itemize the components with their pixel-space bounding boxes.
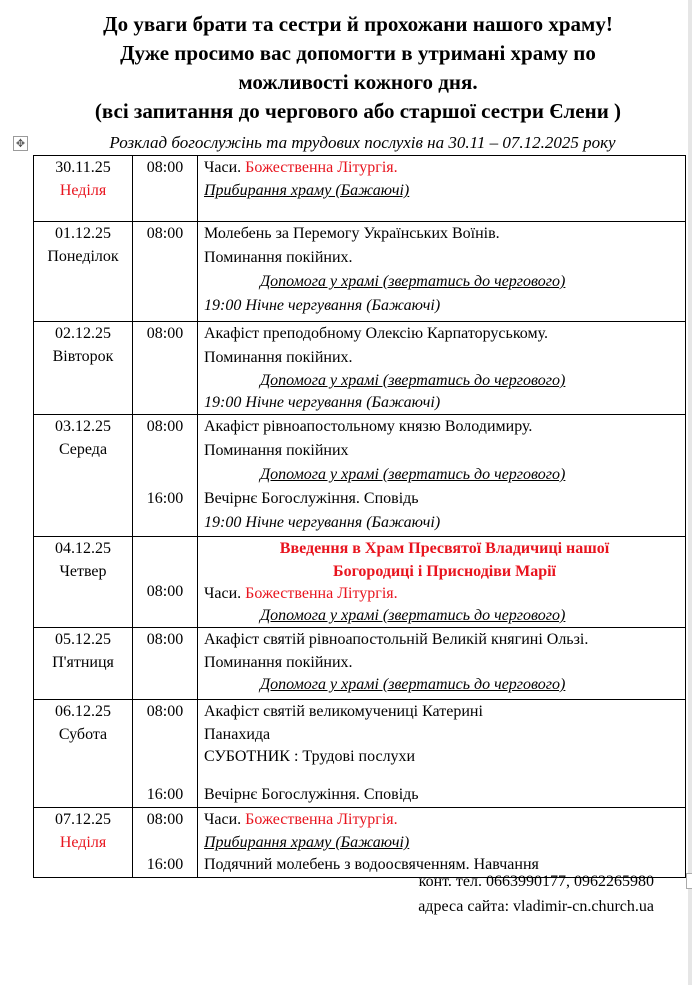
schedule-row <box>34 222 686 322</box>
event-line: Прибирання храму (Бажаючі) <box>204 182 410 199</box>
date-cell <box>34 628 133 700</box>
event-line: Подячний молебень з водоосвяченням. Навчання <box>204 856 539 873</box>
time-cell <box>133 222 198 322</box>
event-line: Акафіст преподобному Олексію Карпаторуському. <box>204 325 548 342</box>
time-cell <box>133 537 198 628</box>
date-cell <box>34 700 133 808</box>
schedule-row <box>34 700 686 808</box>
date-cell <box>34 415 133 537</box>
time-label: 08:00 <box>146 159 184 176</box>
header-line-3: можливості кожного дня. <box>238 70 478 94</box>
contacts-line: конт. тел. 0663990177, 0962265980 <box>418 873 654 890</box>
spacer <box>133 537 197 581</box>
schedule-row <box>34 156 686 222</box>
help-line: Допомога у храмі (звертатись до чергового) <box>260 676 566 693</box>
events-cell <box>198 628 686 700</box>
date-label: 06.12.25 <box>55 703 111 720</box>
help-line: Допомога у храмі (звертатись до чергового) <box>260 273 566 290</box>
event-line: Панахида <box>204 726 271 743</box>
event-line: Акафіст святій великомучениці Катерині <box>204 703 483 720</box>
schedule-row <box>34 628 686 700</box>
spacer <box>204 768 685 784</box>
night-watch-line: 19:00 Нічне чергування (Бажаючі) <box>204 297 441 314</box>
events-cell <box>198 537 686 628</box>
event-line: Поминання покійних. <box>204 349 353 366</box>
date-label: 04.12.25 <box>55 540 111 557</box>
paragraph-mark <box>686 873 692 889</box>
event-line <box>204 583 685 605</box>
header-line-1: До уваги брати та сестри й прохожани нашого храму! <box>103 12 613 36</box>
weekday-label: Неділя <box>59 834 107 851</box>
events-cell <box>198 156 686 222</box>
date-cell <box>34 222 133 322</box>
date-cell <box>34 156 133 222</box>
event-line: Поминання покійних. <box>204 249 353 266</box>
page-edge <box>688 0 692 985</box>
table-move-handle-icon[interactable]: ✥ <box>13 136 28 151</box>
weekday-label: Неділя <box>59 182 107 199</box>
time-cell <box>133 628 198 700</box>
time-label: 08:00 <box>146 703 184 720</box>
schedule-title: Розклад богослужінь та трудових послухів на 30.11 – 07.12.2025 року <box>109 133 616 152</box>
spacer <box>133 439 197 487</box>
website-line: адреса сайта: vladimir-cn.church.ua <box>418 898 654 915</box>
weekday-label: П'ятниця <box>52 654 114 671</box>
event-text: Часи. <box>204 159 246 176</box>
help-line: Допомога у храмі (звертатись до чергового) <box>260 466 566 483</box>
liturgy-label: Божественна Літургія. <box>245 811 398 828</box>
time-cell <box>133 322 198 415</box>
date-label: 01.12.25 <box>55 225 111 242</box>
schedule-row <box>34 415 686 537</box>
events-cell <box>198 808 686 878</box>
schedule-table <box>33 155 686 878</box>
liturgy-label: Божественна Літургія. <box>245 585 398 602</box>
schedule-row <box>34 322 686 415</box>
date-cell <box>34 808 133 878</box>
header-line-2: Дуже просимо вас допомогти в утримані храму по <box>120 41 596 65</box>
event-line: Поминання покійних. <box>204 654 353 671</box>
date-label: 02.12.25 <box>55 325 111 342</box>
header-line-4: (всі запитання до чергового або старшої сестри Єлени ) <box>94 99 622 123</box>
event-line: Акафіст святій рівноапостольній Великій княгині Ользі. <box>204 631 589 648</box>
weekday-label: Вівторок <box>52 348 114 365</box>
events-cell <box>198 222 686 322</box>
night-watch-line: 19:00 Нічне чергування (Бажаючі) <box>204 394 441 411</box>
feast-title-line: Введення в Храм Пресвятої Владичиці нашої <box>279 540 610 557</box>
event-line: Акафіст рівноапостольному князю Володимиру. <box>204 418 533 435</box>
time-cell <box>133 808 198 878</box>
time-label: 08:00 <box>146 418 184 435</box>
event-line: Поминання покійних <box>204 442 349 459</box>
time-label: 08:00 <box>146 811 184 828</box>
schedule-row <box>34 808 686 878</box>
help-line: Допомога у храмі (звертатись до чергового) <box>260 607 566 624</box>
date-label: 03.12.25 <box>55 418 111 435</box>
date-cell <box>34 537 133 628</box>
date-label: 30.11.25 <box>55 159 111 176</box>
event-line: Вечірнє Богослужіння. Сповідь <box>204 786 419 803</box>
feast-title-line: Богородиці і Приснодіви Марії <box>332 563 556 580</box>
event-line: Прибирання храму (Бажаючі) <box>204 834 410 851</box>
event-line: Молебень за Перемогу Українських Воїнів. <box>204 225 500 242</box>
date-label: 07.12.25 <box>55 811 111 828</box>
weekday-label: Середа <box>58 441 108 458</box>
events-cell <box>198 322 686 415</box>
event-line <box>204 808 685 832</box>
time-label: 08:00 <box>146 325 184 342</box>
spacer <box>133 832 197 854</box>
time-label: 08:00 <box>146 631 184 648</box>
events-cell <box>198 415 686 537</box>
help-line: Допомога у храмі (звертатись до чергового) <box>260 372 566 389</box>
event-line: Вечірнє Богослужіння. Сповідь <box>204 490 419 507</box>
time-label: 08:00 <box>146 225 184 242</box>
announcement-header <box>0 10 692 126</box>
date-cell <box>34 322 133 415</box>
time-cell <box>133 156 198 222</box>
time-cell <box>133 700 198 808</box>
time-label: 08:00 <box>146 583 184 600</box>
weekday-label: Понеділок <box>47 248 119 265</box>
weekday-label: Субота <box>58 726 108 743</box>
liturgy-label: Божественна Літургія. <box>245 159 398 176</box>
schedule-row <box>34 537 686 628</box>
event-text: Часи. <box>204 585 246 602</box>
weekday-label: Четвер <box>59 563 107 580</box>
subbotnik-line: СУБОТНИК : Трудові послухи <box>204 748 416 765</box>
time-label: 16:00 <box>146 786 184 803</box>
night-watch-line: 19:00 Нічне чергування (Бажаючі) <box>204 514 441 531</box>
time-label: 16:00 <box>146 856 184 873</box>
date-label: 05.12.25 <box>55 631 111 648</box>
time-label: 16:00 <box>146 490 184 507</box>
event-text: Часи. <box>204 811 246 828</box>
events-cell <box>198 700 686 808</box>
time-cell <box>133 415 198 537</box>
event-line <box>204 156 685 180</box>
spacer <box>133 724 197 784</box>
